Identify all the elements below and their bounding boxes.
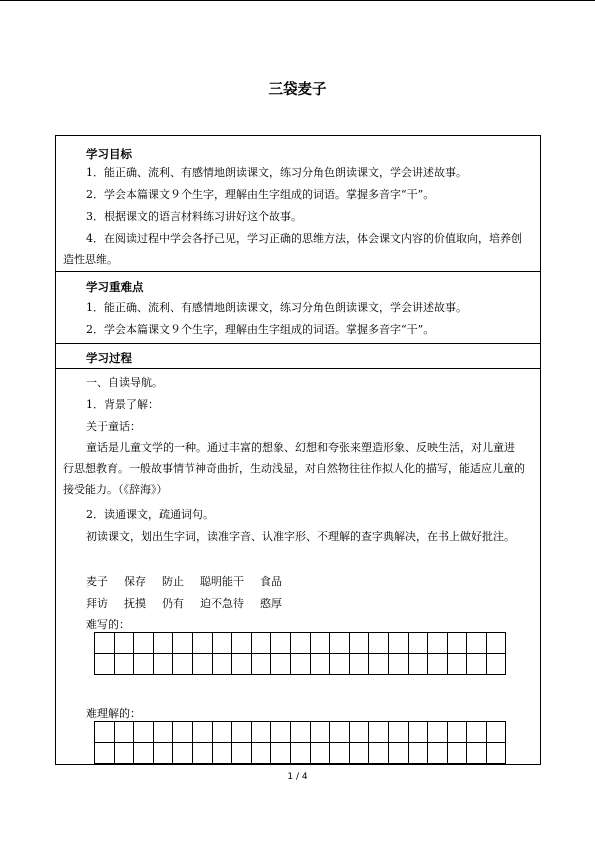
grid-cell[interactable] <box>388 654 408 675</box>
grid-cell[interactable] <box>212 654 232 675</box>
vocab-word: 聪明能干 <box>200 575 244 588</box>
vocab-word: 防止 <box>162 575 184 588</box>
grid-cell[interactable] <box>251 743 271 764</box>
grid-cell[interactable] <box>486 722 506 743</box>
grid-cell[interactable] <box>369 722 389 743</box>
grid-cell[interactable] <box>134 654 154 675</box>
grid-cell[interactable] <box>173 743 193 764</box>
top-rule <box>0 0 595 1</box>
grid-cell[interactable] <box>153 722 173 743</box>
grid-cell[interactable] <box>212 743 232 764</box>
section-divider <box>56 271 540 272</box>
grid-cell[interactable] <box>330 743 350 764</box>
grid-cell[interactable] <box>330 722 350 743</box>
grid-cell[interactable] <box>369 743 389 764</box>
grid-cell[interactable] <box>271 743 291 764</box>
grid-cell[interactable] <box>290 743 310 764</box>
grid-cell[interactable] <box>349 743 369 764</box>
grid-cell[interactable] <box>134 722 154 743</box>
hard-to-write-label: 难写的： <box>86 618 130 631</box>
grid-cell[interactable] <box>271 654 291 675</box>
grid-cell[interactable] <box>467 722 487 743</box>
vocab-word: 仍有 <box>162 597 184 610</box>
grid-cell[interactable] <box>114 722 134 743</box>
grid-cell[interactable] <box>251 654 271 675</box>
goals-heading: 学习目标 <box>86 147 132 161</box>
page-number: 1 / 4 <box>287 772 308 782</box>
grid-cell[interactable] <box>330 633 350 654</box>
grid-cell[interactable] <box>251 633 271 654</box>
vocab-word: 迫不急待 <box>200 597 244 610</box>
grid-cell[interactable] <box>369 633 389 654</box>
keypoints-heading: 学习重难点 <box>86 280 144 294</box>
vocab-row-1 <box>86 573 298 589</box>
process-heading: 学习过程 <box>86 351 132 365</box>
grid-cell[interactable] <box>447 633 467 654</box>
grid-row <box>95 654 506 675</box>
grid-cell[interactable] <box>447 722 467 743</box>
vocab-word: 抚摸 <box>124 597 146 610</box>
grid-cell[interactable] <box>310 743 330 764</box>
grid-cell[interactable] <box>192 722 212 743</box>
document-title: 三袋麦子 <box>268 82 327 98</box>
grid-cell[interactable] <box>369 654 389 675</box>
grid-cell[interactable] <box>192 633 212 654</box>
sub-background: 1．背景了解： <box>86 398 159 411</box>
section-divider <box>56 368 540 369</box>
section-divider <box>56 343 540 344</box>
grid-cell[interactable] <box>153 654 173 675</box>
grid-cell[interactable] <box>467 633 487 654</box>
grid-cell[interactable] <box>349 654 369 675</box>
grid-cell[interactable] <box>408 722 428 743</box>
grid-cell[interactable] <box>467 654 487 675</box>
grid-cell[interactable] <box>310 633 330 654</box>
grid-cell[interactable] <box>251 722 271 743</box>
grid-cell[interactable] <box>408 654 428 675</box>
goal-item-3: 3．根据课文的语言材料练习讲好这个故事。 <box>86 210 302 223</box>
step-self-reading: 一、自读导航。 <box>86 376 163 389</box>
grid-cell[interactable] <box>290 633 310 654</box>
keypoint-item-2: 2．学会本篇课文９个生字，理解由生字组成的词语。掌握多音字“干”。 <box>86 323 435 336</box>
grid-cell[interactable] <box>310 722 330 743</box>
grid-cell[interactable] <box>408 633 428 654</box>
grid-cell[interactable] <box>173 633 193 654</box>
grid-cell[interactable] <box>330 654 350 675</box>
grid-cell[interactable] <box>290 722 310 743</box>
vocab-word: 食品 <box>260 575 282 588</box>
grid-cell[interactable] <box>134 743 154 764</box>
grid-cell[interactable] <box>428 633 448 654</box>
goal-item-1: 1．能正确、流利、有感情地朗读课文，练习分角色朗读课文，学会讲述故事。 <box>86 166 467 179</box>
grid-cell[interactable] <box>212 722 232 743</box>
goal-item-4: 4．在阅读过程中学会各抒己见，学习正确的思维方法，体会课文内容的价值取向，培养创造性思维。 <box>63 232 522 266</box>
grid-cell[interactable] <box>486 743 506 764</box>
reading-instruction: 初读课文，划出生字词，读准字音、认准字形、不理解的查字典解决，在书上做好批注。 <box>86 530 515 543</box>
grid-cell[interactable] <box>232 654 252 675</box>
grid-row <box>95 633 506 654</box>
grid-cell[interactable] <box>232 722 252 743</box>
grid-cell[interactable] <box>212 633 232 654</box>
grid-cell[interactable] <box>428 743 448 764</box>
grid-cell[interactable] <box>388 633 408 654</box>
grid-cell[interactable] <box>192 654 212 675</box>
grid-cell[interactable] <box>271 722 291 743</box>
grid-cell[interactable] <box>153 743 173 764</box>
grid-cell[interactable] <box>95 654 115 675</box>
grid-cell[interactable] <box>271 633 291 654</box>
grid-cell[interactable] <box>290 654 310 675</box>
grid-cell[interactable] <box>349 722 369 743</box>
grid-cell[interactable] <box>232 633 252 654</box>
grid-cell[interactable] <box>388 743 408 764</box>
writing-grid-hard-to-write[interactable] <box>94 632 506 675</box>
vocab-word: 麦子 <box>86 575 108 588</box>
grid-cell[interactable] <box>114 743 134 764</box>
hard-to-understand-label: 难理解的： <box>86 707 141 720</box>
about-fairy-tale: 关于童话： <box>86 420 141 433</box>
grid-row <box>95 743 506 764</box>
vocab-word: 憨厚 <box>260 597 282 610</box>
grid-cell[interactable] <box>447 654 467 675</box>
grid-cell[interactable] <box>173 722 193 743</box>
keypoint-item-1: 1．能正确、流利、有感情地朗读课文，练习分角色朗读课文，学会讲述故事。 <box>86 301 467 314</box>
goal-item-2: 2．学会本篇课文９个生字，理解由生字组成的词语。掌握多音字“干”。 <box>86 188 435 201</box>
grid-cell[interactable] <box>134 633 154 654</box>
grid-cell[interactable] <box>192 743 212 764</box>
lesson-table <box>55 135 541 765</box>
grid-cell[interactable] <box>310 654 330 675</box>
grid-cell[interactable] <box>486 633 506 654</box>
grid-row <box>95 722 506 743</box>
grid-cell[interactable] <box>232 743 252 764</box>
grid-cell[interactable] <box>428 654 448 675</box>
grid-cell[interactable] <box>95 633 115 654</box>
grid-cell[interactable] <box>349 633 369 654</box>
grid-cell[interactable] <box>114 633 134 654</box>
vocab-row-2 <box>86 595 298 611</box>
grid-cell[interactable] <box>447 743 467 764</box>
vocab-word: 拜访 <box>86 597 108 610</box>
writing-grid-hard-to-understand[interactable] <box>94 721 506 764</box>
grid-cell[interactable] <box>388 722 408 743</box>
grid-cell[interactable] <box>95 743 115 764</box>
grid-cell[interactable] <box>408 743 428 764</box>
vocab-word: 保存 <box>124 575 146 588</box>
grid-cell[interactable] <box>486 654 506 675</box>
grid-cell[interactable] <box>428 722 448 743</box>
grid-cell[interactable] <box>114 654 134 675</box>
sub-read-through: 2．读通课文，疏通词句。 <box>86 508 214 521</box>
grid-cell[interactable] <box>95 722 115 743</box>
fairy-tale-definition: 童话是儿童文学的一种。通过丰富的想象、幻想和夸张来塑造形象、反映生活，对儿童进行思想教育。一般故事情节神奇曲折，生动浅显，对自然物往往作拟人化的描写，能适应儿童的接受能力。（《辞海》） <box>63 441 525 496</box>
grid-cell[interactable] <box>173 654 193 675</box>
grid-cell[interactable] <box>467 743 487 764</box>
grid-cell[interactable] <box>153 633 173 654</box>
